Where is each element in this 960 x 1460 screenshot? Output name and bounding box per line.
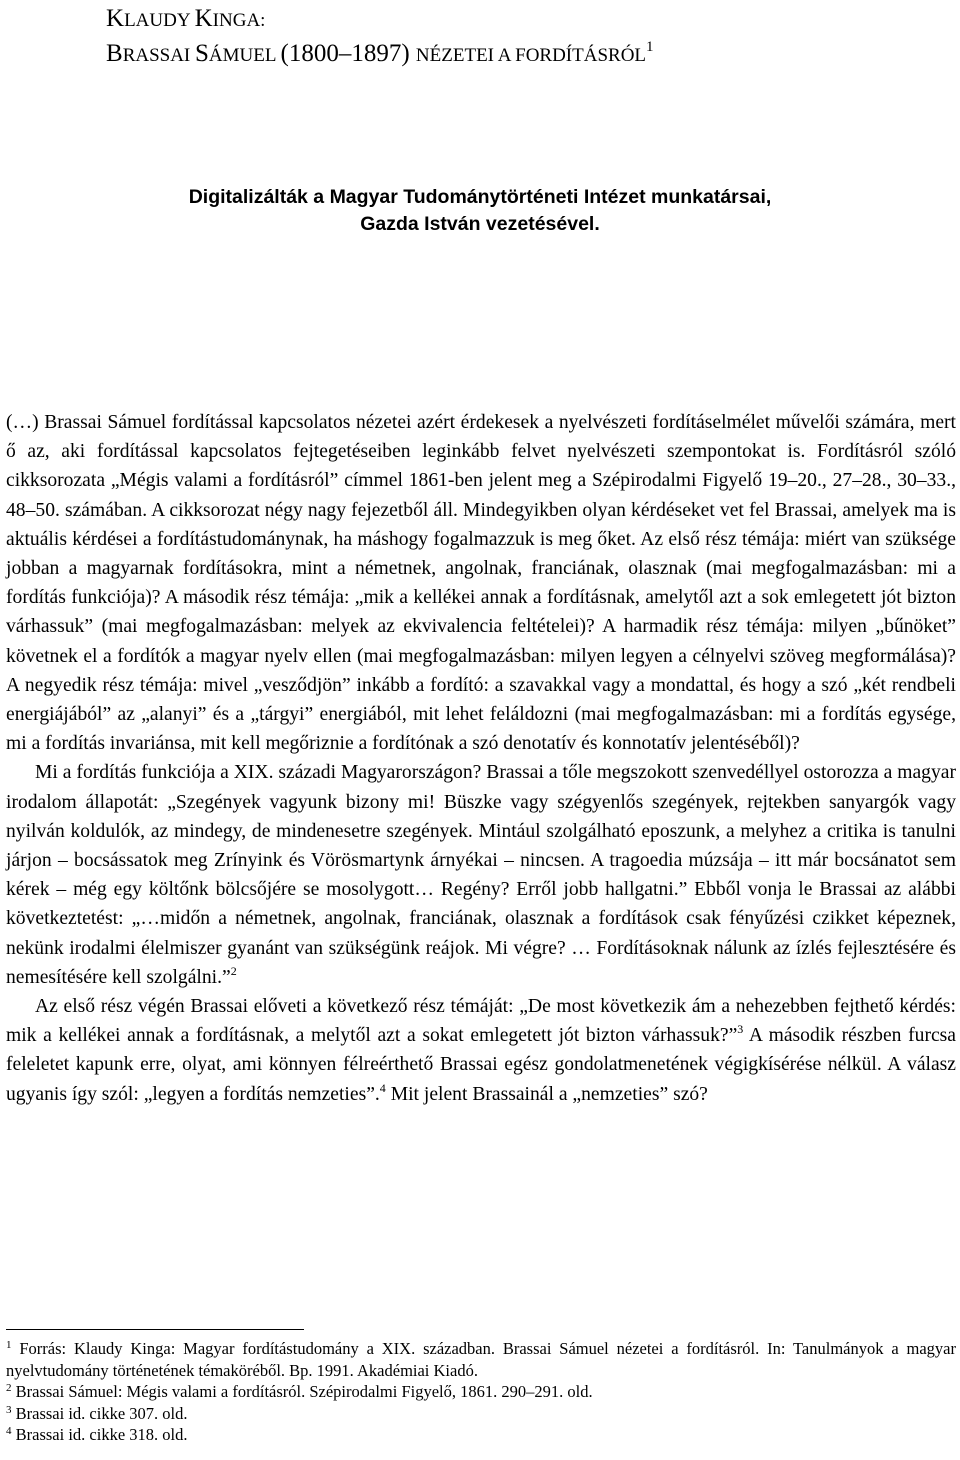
title-author-smallcaps: INGA: (212, 10, 266, 31)
paragraph-text: Mi a fordítás funkciója a XIX. századi Magyarországon? Brassai a tőle megszokott szenvedéllyel ostorozza a magyar irodalom állapotát: „Szegények vagyunk bizony mi! Büszke vagy szégyenlős szegények, rejtekben sanyargók vagy nyilván koldulók, az mindegy, de mindenesetre szegények. Mintául szolgálható eposzunk, a melyhez a critika is tanulni járjon – bocsássatok meg Zrínyink és Vörösmartynk árnyékai – nincsen. A tragoedia múzsája – itt már bocsánatot sem kérek – még egy költőnk bölcsőjére se mosolygott… Regény? Erről jobb hallgatni.” Ebből vonja le Brassai az alábbi következtetést: „…midőn a németnek, angolnak, franciának, olasznak a fordítások csak fényűzési czikket képeznek, nekünk irodalmi élelmiszer gyanánt van szükségünk reájok. Mi végre? … Fordításoknak nálunk az ízlés fejlesztésére és nemesítésére kell szolgálni.” (6, 762, 956, 988)
footnote-text: Brassai id. cikke 307. old. (11, 1403, 188, 1423)
title-author-cap: K (194, 5, 213, 32)
footnote-ref[interactable]: 4 (379, 1080, 386, 1095)
paragraph-text: A második részben furcsa feleletet kapunk erre, olyat, ami könnyen félreérthető Brassai egész gondolatmenetének végigkísérése nélkül. A válasz ugyanis így szól: „legyen a fordítás nemzeties”. (6, 1025, 956, 1105)
title-years: (1800–1897) (280, 40, 416, 67)
title-main-line (106, 37, 926, 72)
paragraph (6, 758, 956, 992)
article-body (6, 408, 956, 1109)
footnote-number: 3 (6, 1403, 12, 1416)
title-main-smallcaps: ÁMUEL (208, 45, 281, 66)
title-main-smallcaps: RASSAI (122, 45, 196, 66)
title-main-cap: S (195, 40, 209, 67)
footnote-ref[interactable]: 2 (230, 963, 237, 978)
footnote-text: Brassai Sámuel: Mégis valami a fordításról. Szépirodalmi Figyelő, 1861. 290–291. old. (11, 1382, 593, 1401)
digitization-credit (0, 184, 960, 238)
footnote (6, 1338, 956, 1381)
footnote-separator (6, 1329, 304, 1330)
footnote-number: 2 (6, 1382, 12, 1394)
paragraph-text: (…) Brassai Sámuel fordítással kapcsolatos nézetei azért érdekesek a nyelvészeti fordításelmélet művelői számára, mert ő az, aki fordítással kapcsolatos fejtegetéseiben leginkább felvet nyelvészeti szempontokat is. Fordításról szóló cikksorozata „Mégis valami a fordításról” címmel 1861-ben jelent meg a Szépirodalmi Figyelő 19–20., 27–28., 30–33., 48–50. számában. A cikksorozat négy nagy fejezetből áll. Mindegyikben olyan kérdéseket vet fel Brassai, amelyek ma is aktuális kérdései a fordítástudománynak, ha máshogy fogalmazzuk is meg őket. Az első rész témája: miért van szüksége jobban a magyarnak fordításokra, mint a németnek, angolnak, franciának, olasznak (mai megfogalmazásban: mi a fordítás funkciója)? A második rész témája: „mik a kellékei annak a fordításnak, amelytől azt a sok emlegetett jót bizton várhassuk” (mai megfogalmazásban: melyek az ekvivalencia feltételei)? A harmadik rész témája: milyen „bűnöket” követnek el a fordítók a magyar nyelv ellen (mai megfogalmazásban: milyen legyen a célnyelvi szöveg megformálása)? A negyedik rész témája: mivel „vesződjön” inkább a fordító: a szavakkal vagy a mondattal, és hogy a szó „két rendbeli energiájából” az „alanyi” és a „tárgyi” energiából, mit lehet feláldozni (mai megfogalmazásban: mi a fordítás egysége, mi a fordítás invariánsa, mit kell megőriznie a fordítónak a szó denotatív és konnotatív jelentéséből)? (6, 412, 956, 755)
footnote-ref[interactable]: 3 (737, 1022, 744, 1037)
footnote-number: 1 (6, 1339, 12, 1351)
footnote-text: Brassai id. cikke 318. old. (11, 1425, 188, 1444)
paragraph-text: Az első rész végén Brassai előveti a következő rész témáját: „De most következik ám a nehezebben fejthető kérdés: mik a kellékei annak a fordításnak, a melytől azt a sokat emlegetett jót bizton várhassuk?” (6, 996, 956, 1047)
footnote (6, 1381, 956, 1403)
article-title (106, 2, 926, 72)
title-footnote-ref[interactable]: 1 (646, 39, 654, 55)
paragraph (6, 992, 956, 1109)
title-author-cap: K (106, 5, 125, 32)
title-author-line (106, 2, 926, 37)
title-main-cap: B (106, 40, 123, 67)
footnote (6, 1403, 956, 1425)
credit-line: Digitalizálták a Magyar Tudománytörténeti Intézet munkatársai, (188, 186, 772, 208)
footnote (6, 1424, 956, 1446)
paragraph-text: Mit jelent Brassainál a „nemzeties” szó? (385, 1083, 708, 1105)
paragraph (6, 408, 956, 758)
title-main-smallcaps: NÉZETEI A FORDÍTÁSRÓL (415, 45, 647, 66)
footnotes (6, 1338, 956, 1446)
footnote-text: Forrás: Klaudy Kinga: Magyar fordítástudomány a XIX. században. Brassai Sámuel nézetei a fordításról. In: Tanulmányok a magyar nyelvtudomány történetének témaköréből. Bp. 1991. Akadémiai Kiadó. (6, 1339, 956, 1380)
footnote-number: 4 (6, 1425, 12, 1437)
title-author-smallcaps: LAUDY (124, 10, 195, 31)
credit-line: Gazda István vezetésével. (360, 213, 600, 235)
